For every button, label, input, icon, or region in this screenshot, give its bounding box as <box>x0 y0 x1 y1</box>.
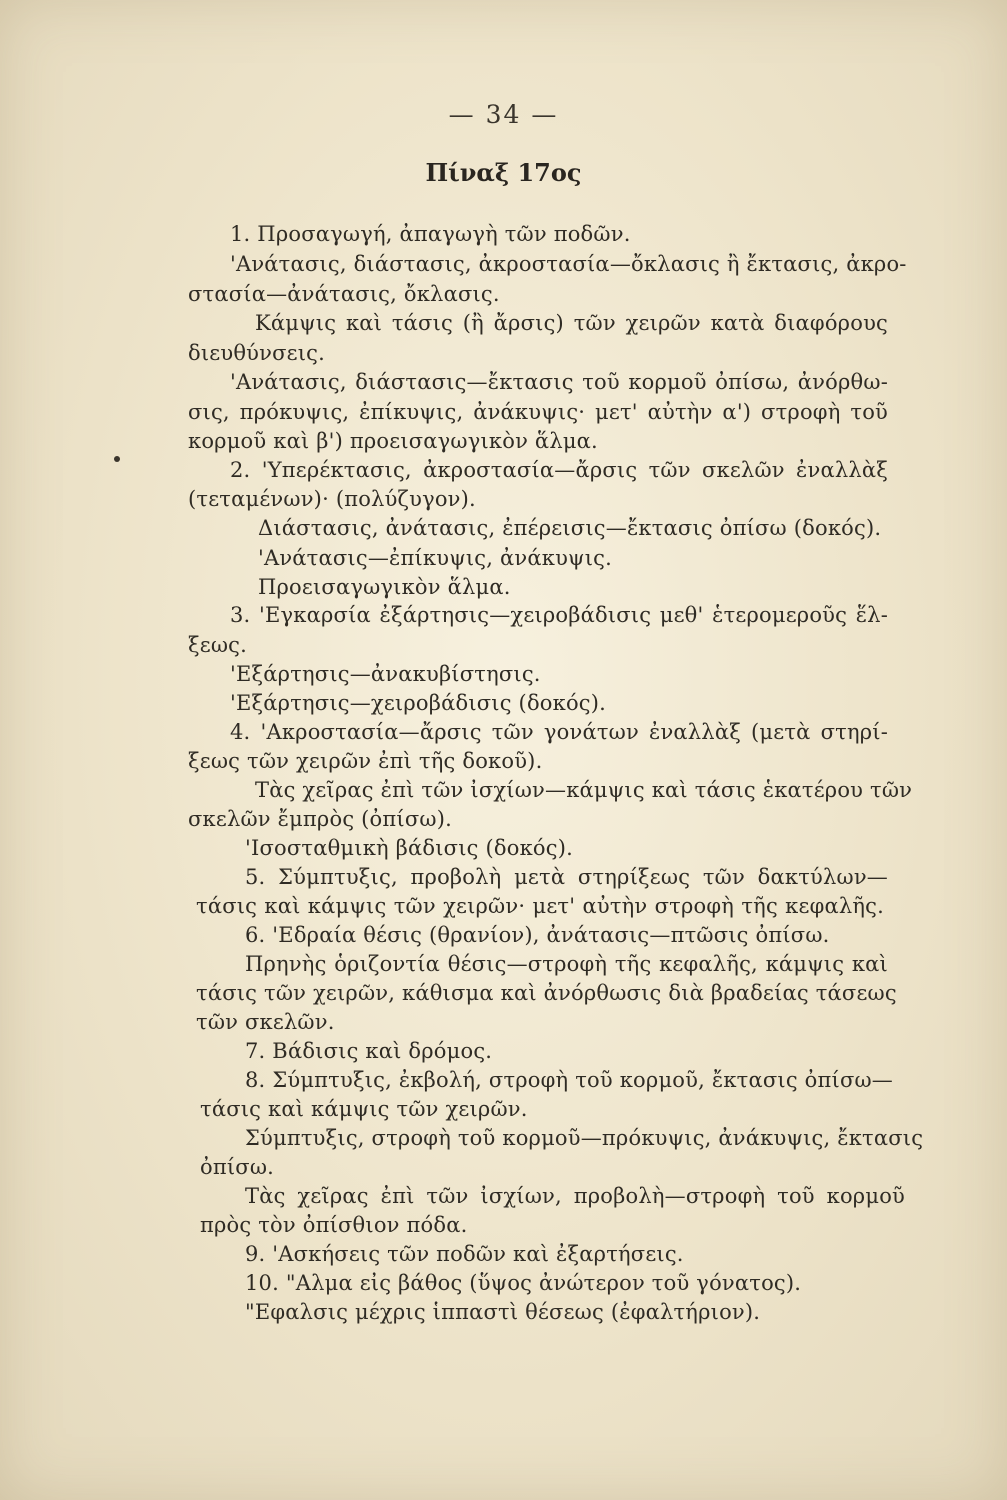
text-line: Προεισαγωγικὸν ἅλμα. <box>258 575 511 599</box>
text-line: 'Ανάτασις, διάστασις, ἀκροστασία—ὄκλασις ἢ ἔκτασις, ἀκρο- <box>230 252 907 276</box>
text-line: ξεως. <box>188 633 248 657</box>
text-line: πρὸς τὸν ὀπίσθιον πόδα. <box>200 1213 468 1237</box>
text-line: 5. Σύμπτυξις, προβολὴ μετὰ στηρίξεως τῶν δακτύλων— <box>245 865 888 889</box>
text-line: 4. 'Ακροστασία—ἄρσις τῶν γονάτων ἐναλλὰξ (μετὰ στηρί- <box>230 720 888 744</box>
text-line: 9. 'Ασκήσεις τῶν ποδῶν καὶ ἐξαρτήσεις. <box>245 1242 684 1266</box>
text-line: Σύμπτυξις, στροφὴ τοῦ κορμοῦ—πρόκυψις, ἀνάκυψις, ἔκτασις <box>245 1126 924 1150</box>
text-line: ξεως τῶν χειρῶν ἐπὶ τῆς δοκοῦ). <box>188 749 543 773</box>
text-line: Κάμψις καὶ τάσις (ἢ ἄρσις) τῶν χειρῶν κατὰ διαφόρους <box>255 311 888 335</box>
text-line: Τὰς χεῖρας ἐπὶ τῶν ἰσχίων—κάμψις καὶ τάσις ἑκατέρου τῶν <box>255 778 913 802</box>
text-line: τάσις καὶ κάμψις τῶν χειρῶν. <box>200 1097 528 1121</box>
text-line: 2. 'Υπερέκτασις, ἀκροστασία—ἄρσις τῶν σκελῶν ἐναλλὰξ <box>230 458 888 482</box>
text-line: σις, πρόκυψις, ἐπίκυψις, ἀνάκυψις· μετ' αὐτὴν α') στροφὴ τοῦ <box>188 400 888 424</box>
text-line: 'Εξάρτησις—ἀνακυβίστησις. <box>230 662 541 686</box>
text-line: 'Εξάρτησις—χειροβάδισις (δοκός). <box>230 691 607 715</box>
text-line: "Εφαλσις μέχρις ἱππαστὶ θέσεως (ἐφαλτήριον). <box>245 1300 761 1324</box>
text-line: 3. 'Εγκαρσία ἐξάρτησις—χειροβάδισις μεθ' ἑτερομεροῦς ἕλ- <box>230 603 888 627</box>
text-line: ὀπίσω. <box>200 1155 275 1179</box>
text-line: τάσις τῶν χειρῶν, κάθισμα καὶ ἀνόρθωσις διὰ βραδείας τάσεως <box>196 981 897 1005</box>
text-line: Διάστασις, ἀνάτασις, ἐπέρεισις—ἔκτασις ὀπίσω (δοκός). <box>258 516 882 540</box>
text-line: κορμοῦ καὶ β') προεισαγωγικὸν ἅλμα. <box>188 429 598 453</box>
text-line: τῶν σκελῶν. <box>196 1010 335 1034</box>
text-line: Πρηνὴς ὁριζοντία θέσις—στροφὴ τῆς κεφαλῆς, κάμψις καὶ <box>245 952 888 976</box>
text-line: τάσις καὶ κάμψις τῶν χειρῶν· μετ' αὐτὴν στροφὴ τῆς κεφαλῆς. <box>196 894 884 918</box>
margin-dot-mark <box>114 456 120 462</box>
text-line: 8. Σύμπτυξις, ἐκβολή, στροφὴ τοῦ κορμοῦ, ἔκτασις ὀπίσω— <box>245 1068 893 1092</box>
text-line: σκελῶν ἔμπρὸς (ὀπίσω). <box>188 807 452 831</box>
page-title: Πίναξ 17ος <box>425 158 582 187</box>
text-line: Τὰς χεῖρας ἐπὶ τῶν ἰσχίων, προβολὴ—στροφὴ τοῦ κορμοῦ <box>245 1184 905 1208</box>
text-line: (τεταμένων)· (πολύζυγον). <box>188 487 476 511</box>
text-line: 6. 'Εδραία θέσις (θρανίον), ἀνάτασις—πτῶσις ὀπίσω. <box>245 923 830 947</box>
text-line: 'Ανάτασις, διάστασις—ἔκτασις τοῦ κορμοῦ ὀπίσω, ἀνόρθω- <box>230 370 888 394</box>
text-line: 'Ανάτασις—ἐπίκυψις, ἀνάκυψις. <box>258 546 612 570</box>
text-line: διευθύνσεις. <box>188 341 325 365</box>
text-line: 1. Προσαγωγή, ἀπαγωγὴ τῶν ποδῶν. <box>230 222 631 246</box>
text-line: 'Ισοσταθμικὴ βάδισις (δοκός). <box>245 836 573 860</box>
text-line: στασία—ἀνάτασις, ὄκλασις. <box>188 282 500 306</box>
page-number: — 34 — <box>448 100 559 129</box>
text-line: 7. Βάδισις καὶ δρόμος. <box>245 1039 493 1063</box>
text-line: 10. "Αλμα εἰς βάθος (ὕψος ἀνώτερον τοῦ γόνατος). <box>245 1271 802 1295</box>
